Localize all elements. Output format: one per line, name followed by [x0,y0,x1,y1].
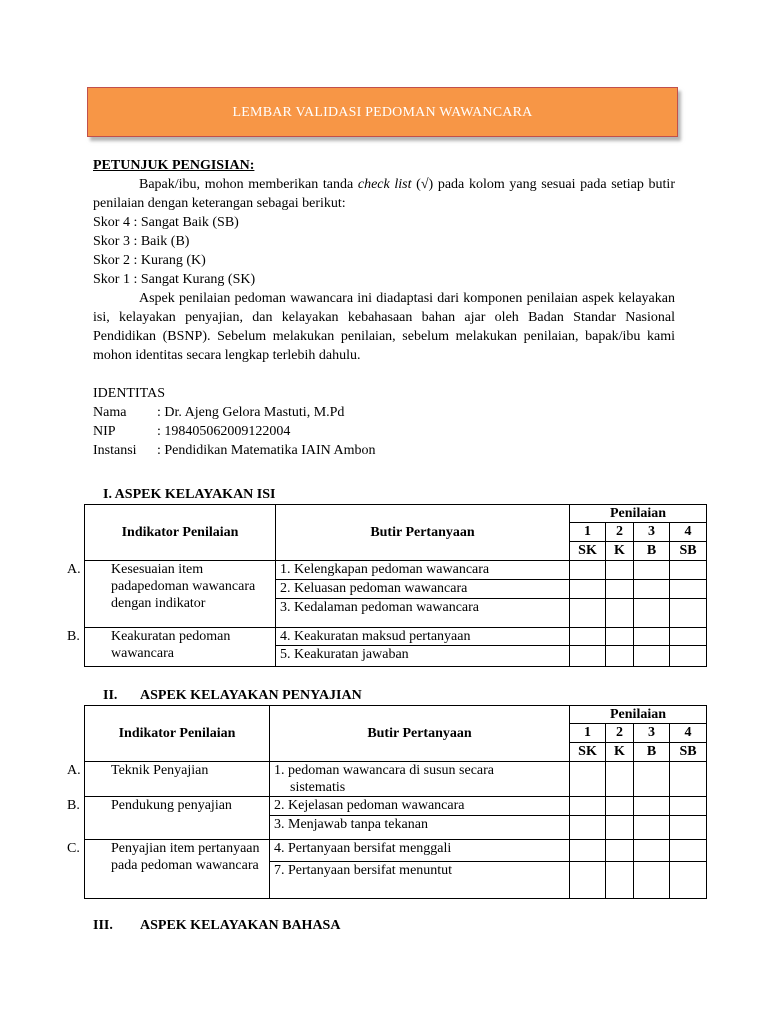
score-cell[interactable] [570,840,606,862]
score-cell[interactable] [670,580,707,599]
score-cell[interactable] [606,816,634,840]
score-cell[interactable] [670,628,707,646]
header-num-4: 4 [670,523,707,542]
question-2: 2. Keluasan pedoman wawancara [276,580,570,599]
indikator-letter: A. [67,562,81,577]
header-code-sk: SK [570,743,606,762]
indikator-letter: A. [67,763,81,778]
header-num-1: 1 [570,724,606,743]
question-3: 3. Menjawab tanpa tekanan [270,816,570,840]
ident-key: Instansi [93,443,137,458]
indikator-text: Pendukung penyajian [111,798,232,813]
header-penilaian: Penilaian [570,706,707,724]
indikator-b [67,628,276,667]
section-1-table [67,504,707,667]
title-banner [87,87,678,137]
section-2-number: II. [103,688,118,703]
indikator-b [67,797,270,840]
instructions-paragraph-1 [93,175,675,213]
score-cell[interactable] [570,816,606,840]
header-num-3: 3 [634,724,670,743]
score-cell[interactable] [634,628,670,646]
score-cell[interactable] [670,646,707,667]
score-cell[interactable] [570,599,606,628]
score-cell[interactable] [634,816,670,840]
ident-value: : Pendidikan Matematika IAIN Ambon [157,443,376,458]
question-4: 4. Pertanyaan bersifat menggali [270,840,570,862]
score-cell[interactable] [634,599,670,628]
score-cell[interactable] [634,580,670,599]
instructions [93,156,675,460]
question-1 [270,762,570,797]
score-cell[interactable] [570,762,606,797]
question-1-line-2: sistematis [290,780,346,795]
header-code-b: B [634,542,670,561]
question-4: 4. Keakuratan maksud pertanyaan [276,628,570,646]
score-cell[interactable] [634,862,670,899]
score-cell[interactable] [606,840,634,862]
question-3: 3. Kedalaman pedoman wawancara [276,599,570,628]
header-num-3: 3 [634,523,670,542]
score-cell[interactable] [606,762,634,797]
skor-3: Skor 3 : Baik (B) [93,234,190,249]
score-cell[interactable] [606,646,634,667]
score-cell[interactable] [634,797,670,816]
header-code-sb: SB [670,743,707,762]
indikator-c [67,840,270,899]
ident-value: : Dr. Ajeng Gelora Mastuti, M.Pd [157,405,345,420]
score-cell[interactable] [670,762,707,797]
skor-1: Skor 1 : Sangat Kurang (SK) [93,272,256,287]
header-code-b: B [634,743,670,762]
indikator-text: Penyajian item pertanyaan pada pedoman wawancara [111,841,260,873]
score-cell[interactable] [570,646,606,667]
question-1: 1. Kelengkapan pedoman wawancara [276,561,570,580]
indikator-letter: B. [67,629,80,644]
question-7: 7. Pertanyaan bersifat menuntut [270,862,570,899]
p1-text-a: Bapak/ibu, mohon memberikan tanda [139,177,358,192]
header-penilaian: Penilaian [570,505,707,523]
score-cell[interactable] [634,840,670,862]
skor-4: Skor 4 : Sangat Baik (SB) [93,215,239,230]
document-title: LEMBAR VALIDASI PEDOMAN WAWANCARA [232,104,533,120]
identitas-instansi [93,441,675,460]
score-cell[interactable] [670,862,707,899]
header-indikator: Indikator Penilaian [85,706,270,762]
header-indikator: Indikator Penilaian [85,505,276,561]
indikator-letter: C. [67,841,80,856]
header-num-1: 1 [570,523,606,542]
score-cell[interactable] [670,816,707,840]
ident-key: NIP [93,424,116,439]
header-num-2: 2 [606,523,634,542]
question-2: 2. Kejelasan pedoman wawancara [270,797,570,816]
question-1-line-1: 1. pedoman wawancara di susun secara [274,763,495,778]
score-cell[interactable] [570,797,606,816]
score-cell[interactable] [570,580,606,599]
indikator-a [67,561,276,628]
header-num-4: 4 [670,724,707,743]
identitas-heading: IDENTITAS [93,386,165,401]
score-cell[interactable] [606,862,634,899]
header-code-k: K [606,743,634,762]
score-cell[interactable] [606,797,634,816]
score-cell[interactable] [634,646,670,667]
indikator-letter: B. [67,798,80,813]
instructions-heading: PETUNJUK PENGISIAN: [93,158,255,173]
score-cell[interactable] [570,862,606,899]
section-3-number: III. [93,918,113,933]
identitas-nama [93,403,675,422]
question-5: 5. Keakuratan jawaban [276,646,570,667]
indikator-text: Keakuratan pedoman wawancara [111,629,231,661]
ident-key: Nama [93,405,127,420]
p1-italic: check list [357,177,412,192]
score-cell[interactable] [634,762,670,797]
indikator-text: Kesesuaian item padapedoman wawancara dengan indikator [111,562,256,611]
indikator-a [67,762,270,797]
score-cell[interactable] [670,840,707,862]
score-cell[interactable] [570,561,606,580]
skor-2: Skor 2 : Kurang (K) [93,253,206,268]
section-1-title: I. ASPEK KELAYAKAN ISI [103,487,276,502]
section-2-table [67,705,707,899]
identitas-nip [93,422,675,441]
indikator-text: Teknik Penyajian [111,763,209,778]
section-3-title: ASPEK KELAYAKAN BAHASA [140,918,341,933]
header-num-2: 2 [606,724,634,743]
header-code-sk: SK [570,542,606,561]
score-cell[interactable] [606,580,634,599]
header-code-k: K [606,542,634,561]
score-cell[interactable] [670,561,707,580]
score-cell[interactable] [670,599,707,628]
header-code-sb: SB [670,542,707,561]
score-cell[interactable] [634,561,670,580]
score-cell[interactable] [606,628,634,646]
instructions-paragraph-2: Aspek penilaian pedoman wawancara ini diadaptasi dari komponen penilaian aspek kelayakan isi, kelayakan penyajian, dan kelayakan kebahasaan bahan ajar oleh Badan Standar Nasional Pendidikan (BSNP). Sebelum melakukan penilaian, sebelum melakukan penilaian, bapak/ibu kami mohon identitas secara lengkap terlebih dahulu. [93,291,675,363]
p1-text-b: (√) pada kolom yang sesuai pada setiap butir penilaian dengan keterangan sebagai berikut: [93,177,675,211]
score-cell[interactable] [570,628,606,646]
header-butir: Butir Pertanyaan [276,505,570,561]
score-cell[interactable] [670,797,707,816]
score-cell[interactable] [606,561,634,580]
section-2-title: ASPEK KELAYAKAN PENYAJIAN [140,688,362,703]
score-cell[interactable] [606,599,634,628]
ident-value: : 198405062009122004 [157,424,291,439]
header-butir: Butir Pertanyaan [270,706,570,762]
